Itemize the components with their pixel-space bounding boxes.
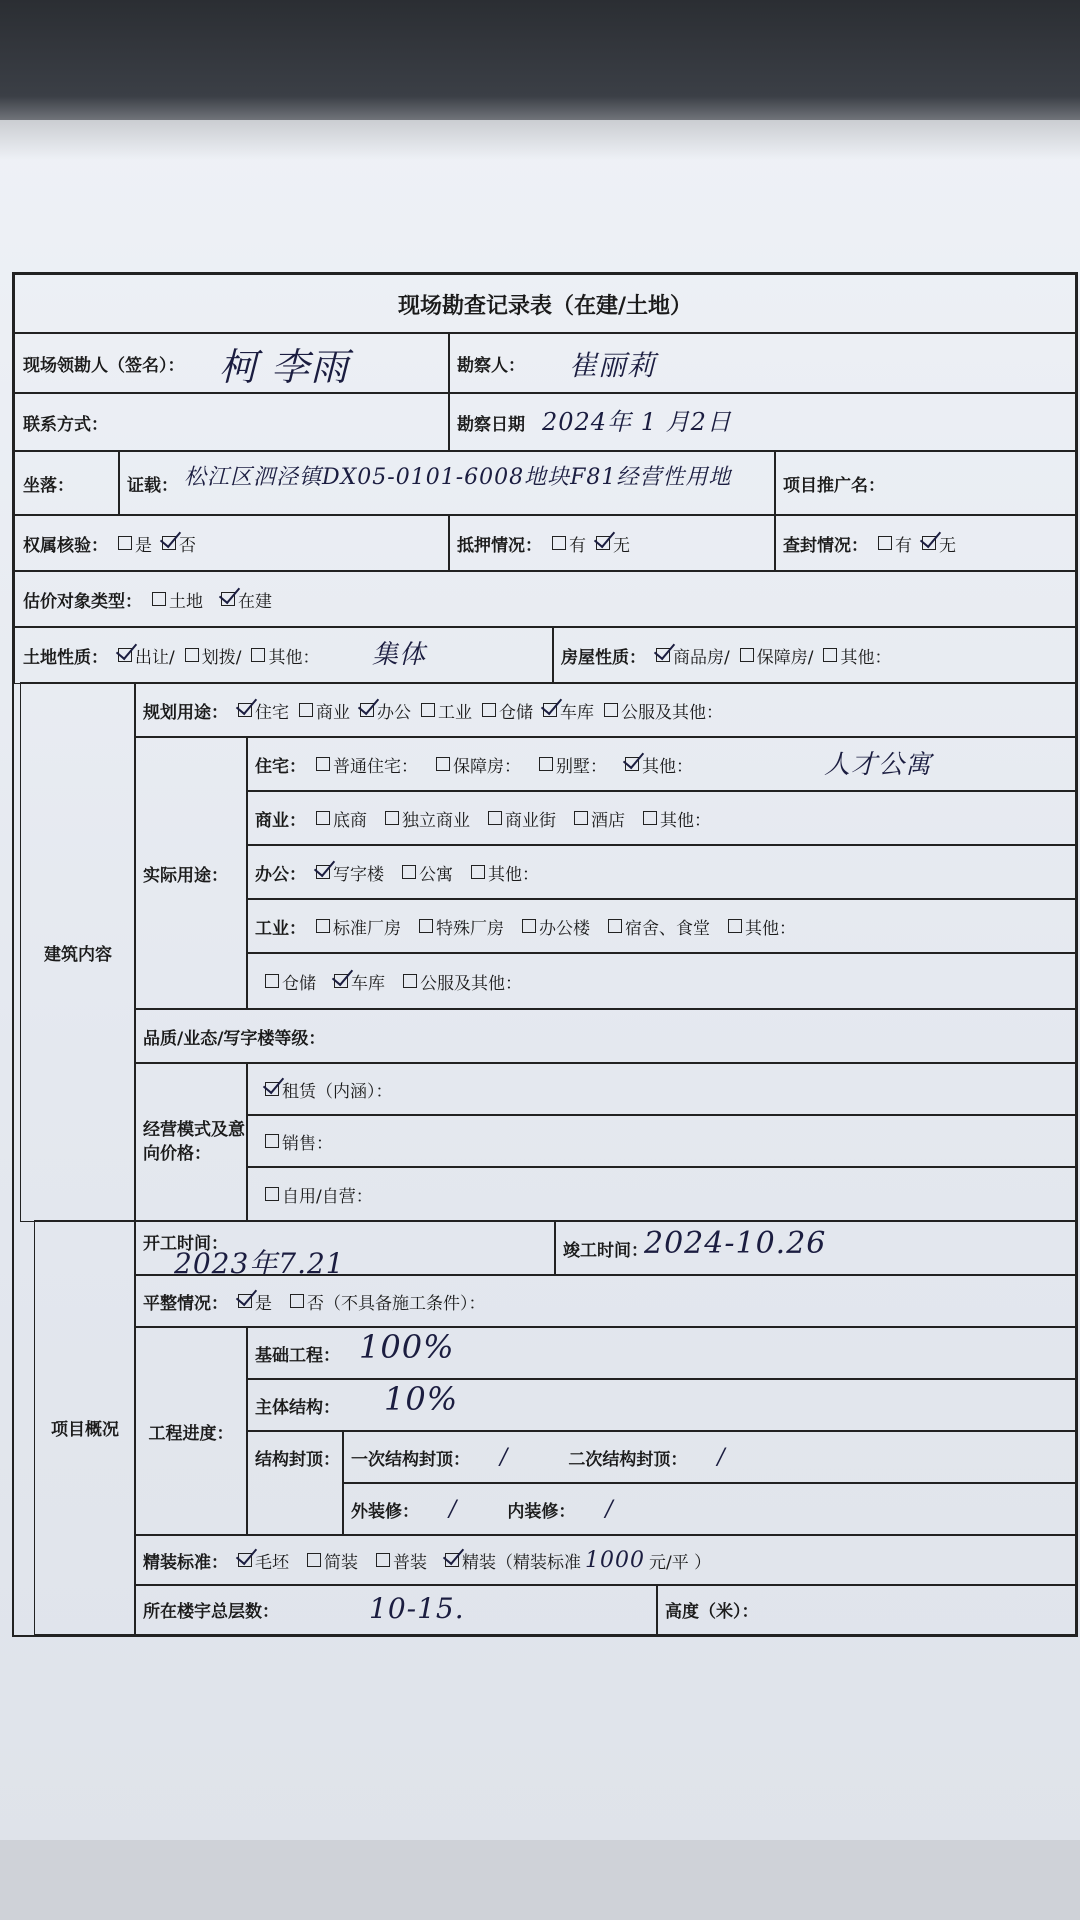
- leader-signature: 柯 李雨: [219, 345, 350, 389]
- structure-cap-header: [246, 1430, 344, 1536]
- planned-use-office: 办公: [377, 702, 411, 723]
- building-content-label: 建筑内容: [44, 944, 112, 965]
- checkbox-checked-icon[interactable]: [238, 1294, 252, 1308]
- residential-affordable: 保障房：: [453, 756, 521, 777]
- surveyor-signature: 崔丽莉: [569, 349, 657, 382]
- mortgage-cell: [448, 514, 776, 572]
- checkbox-checked-icon[interactable]: [445, 1553, 459, 1567]
- structure-cap-label: 结构封顶：: [255, 1450, 340, 1470]
- object-type-land: 土地: [169, 591, 203, 612]
- height-label: 高度（米）：: [665, 1602, 759, 1622]
- checkbox-icon[interactable]: [402, 865, 416, 879]
- other-use-garage: 车库: [351, 973, 385, 994]
- contact-label: 联系方式：: [23, 414, 108, 435]
- main-structure-value: 10%: [384, 1380, 459, 1418]
- seizure-cell: [774, 514, 1076, 572]
- planned-use-residential: 住宅: [255, 702, 289, 723]
- industrial-cell: [246, 898, 1076, 954]
- office-cell: [246, 844, 1076, 900]
- foundation-value: 100%: [359, 1328, 455, 1366]
- desk-bottom: [0, 1840, 1080, 1920]
- checkbox-checked-icon[interactable]: [316, 865, 330, 879]
- planned-use-industrial: 工业: [438, 702, 472, 723]
- business-rent-cell: [246, 1062, 1076, 1116]
- first-cap-label: 一次结构封顶：: [351, 1449, 470, 1470]
- second-cap-label: 二次结构封顶：: [568, 1449, 688, 1470]
- commercial-other: 其他：: [660, 810, 711, 831]
- other-use-public: 公服及其他：: [420, 973, 522, 994]
- leader-label: 现场领勘人（签名）：: [23, 355, 185, 376]
- finish-label: 竣工时间：: [563, 1240, 648, 1261]
- height-cell: [656, 1584, 1076, 1635]
- interior-value: /: [605, 1496, 614, 1522]
- ownership-cell: [14, 514, 450, 572]
- survey-form: [12, 272, 1078, 1637]
- residential-villa: 别墅：: [556, 756, 607, 777]
- seizure-yes: 有: [895, 535, 912, 556]
- commercial-cell: [246, 790, 1076, 846]
- start-label: 开工时间：: [143, 1234, 228, 1254]
- finish-std-simple: 简装: [324, 1552, 358, 1573]
- checkbox-checked-icon[interactable]: [221, 592, 235, 606]
- checkbox-icon[interactable]: [376, 1553, 390, 1567]
- progress-label: 工程进度：: [148, 1423, 234, 1444]
- object-type-construction: 在建: [238, 591, 272, 612]
- office-other: 其他：: [488, 864, 539, 885]
- industrial-office: 办公楼: [539, 918, 590, 939]
- business-rent: 租赁（内涵）：: [282, 1081, 393, 1102]
- business-self-cell: [246, 1166, 1076, 1222]
- planned-use-public: 公服及其他：: [621, 702, 723, 723]
- checkbox-icon[interactable]: [419, 919, 433, 933]
- commercial-label: 商业：: [255, 810, 306, 831]
- business-sale-cell: [246, 1114, 1076, 1168]
- house-nature-commodity: 商品房/: [673, 647, 730, 668]
- commercial-street: 商业街: [505, 810, 556, 831]
- office-label: 办公：: [255, 864, 306, 885]
- finish-std-unit: 元/平 ）: [649, 1552, 712, 1573]
- finish-std-fine: 精装（精装标准: [462, 1552, 581, 1573]
- mortgage-label: 抵押情况：: [457, 535, 542, 556]
- main-structure-cell: [246, 1378, 1076, 1432]
- checkbox-icon[interactable]: [265, 1134, 279, 1148]
- checkbox-checked-icon[interactable]: [334, 974, 348, 988]
- checkbox-icon[interactable]: [265, 1187, 279, 1201]
- finish-std-rough: 毛坯: [255, 1552, 289, 1573]
- residential-normal: 普通住宅：: [333, 756, 418, 777]
- business-header: [134, 1062, 248, 1222]
- house-nature-other: 其他：: [840, 647, 892, 668]
- office-building: 写字楼: [333, 864, 384, 885]
- other-use-cell: [246, 952, 1076, 1010]
- checkbox-icon[interactable]: [299, 703, 313, 717]
- checkbox-checked-icon[interactable]: [162, 536, 176, 550]
- checkbox-icon[interactable]: [307, 1553, 321, 1567]
- ownership-label: 权属核验：: [23, 535, 108, 556]
- actual-use-header: [134, 736, 248, 1010]
- first-cap-value: /: [500, 1444, 509, 1470]
- main-structure-label: 主体结构：: [255, 1397, 340, 1418]
- progress-header: [134, 1326, 248, 1536]
- industrial-dorm: 宿舍、食堂: [625, 918, 710, 939]
- finish-std-value: 1000: [585, 1547, 645, 1573]
- project-overview-header: [34, 1220, 136, 1635]
- interior-label: 内装修：: [507, 1501, 576, 1522]
- project-name-cell: [774, 450, 1076, 516]
- seizure-no: 无: [939, 535, 956, 556]
- cap-cell: [342, 1430, 1076, 1484]
- cert-value: 松江区泗泾镇DX05-0101-6008地块F81经营性用地: [184, 465, 732, 490]
- object-type-cell: [14, 570, 1076, 628]
- planned-use-cell: [134, 682, 1076, 738]
- planned-use-storage: 仓储: [499, 702, 533, 723]
- mortgage-yes: 有: [569, 535, 586, 556]
- checkbox-checked-icon[interactable]: [625, 757, 639, 771]
- checkbox-icon[interactable]: [488, 811, 502, 825]
- mortgage-no: 无: [613, 535, 630, 556]
- checkbox-icon[interactable]: [316, 811, 330, 825]
- ownership-no: 否: [179, 535, 196, 556]
- checkbox-icon[interactable]: [385, 811, 399, 825]
- leveling-label: 平整情况：: [143, 1293, 228, 1314]
- form-title: 现场勘查记录表（在建/土地）: [14, 274, 1076, 334]
- exterior-label: 外装修：: [351, 1501, 419, 1522]
- finish-std-normal: 普装: [393, 1552, 427, 1573]
- checkbox-icon[interactable]: [552, 536, 566, 550]
- industrial-standard: 标准厂房: [333, 918, 401, 939]
- checkbox-icon[interactable]: [316, 919, 330, 933]
- checkbox-icon[interactable]: [522, 919, 536, 933]
- surveyor-cell: [448, 332, 1076, 394]
- checkbox-icon[interactable]: [265, 974, 279, 988]
- contact-cell: [14, 392, 450, 452]
- land-nature-other: 其他：: [268, 647, 320, 668]
- house-nature-cell: [552, 626, 1076, 684]
- surveyor-label: 勘察人：: [457, 355, 525, 376]
- floors-value: 10-15.: [369, 1592, 465, 1625]
- checkbox-icon[interactable]: [539, 757, 553, 771]
- commercial-hotel: 酒店: [591, 810, 625, 831]
- exterior-value: /: [449, 1496, 458, 1522]
- seizure-label: 查封情况：: [783, 535, 868, 556]
- other-use-storage: 仓储: [282, 973, 316, 994]
- commercial-ground: 底商: [333, 810, 367, 831]
- leveling-no: 否（不具备施工条件）：: [307, 1293, 486, 1314]
- second-cap-value: /: [717, 1444, 726, 1470]
- land-nature-note: 集体: [372, 640, 427, 670]
- checkbox-icon[interactable]: [185, 648, 199, 662]
- checkbox-icon[interactable]: [421, 703, 435, 717]
- leveling-cell: [134, 1274, 1076, 1328]
- foundation-label: 基础工程：: [255, 1345, 340, 1366]
- office-apartment: 公寓: [419, 864, 453, 885]
- land-nature-transfer: 出让/: [135, 647, 175, 668]
- finish-standard-cell: [134, 1534, 1076, 1586]
- checkbox-icon[interactable]: [251, 648, 265, 662]
- planned-use-label: 规划用途：: [143, 702, 228, 723]
- floors-label: 所在楼宇总层数：: [143, 1602, 279, 1622]
- planned-use-garage: 车库: [560, 702, 594, 723]
- checkbox-icon[interactable]: [823, 648, 837, 662]
- cert-label: 证载：: [127, 475, 178, 496]
- object-type-label: 估价对象类型：: [23, 591, 142, 612]
- residential-label: 住宅：: [255, 756, 306, 777]
- business-label: 经营模式及意向价格：: [143, 1120, 245, 1164]
- location-cell: [14, 450, 120, 516]
- actual-use-label: 实际用途：: [143, 865, 228, 886]
- checkbox-icon[interactable]: [471, 865, 485, 879]
- checkbox-icon[interactable]: [740, 648, 754, 662]
- residential-cell: [246, 736, 1076, 792]
- checkbox-icon[interactable]: [643, 811, 657, 825]
- checkbox-icon[interactable]: [482, 703, 496, 717]
- start-value: 2023年7.21: [174, 1247, 345, 1280]
- paper-shadow: [0, 120, 1080, 160]
- decoration-cell: [342, 1482, 1076, 1536]
- land-nature-allocate: 划拨/: [201, 647, 242, 668]
- checkbox-icon[interactable]: [290, 1294, 304, 1308]
- date-label: 勘察日期: [457, 414, 525, 435]
- location-label: 坐落：: [23, 475, 74, 496]
- business-self: 自用/自营：: [282, 1186, 373, 1207]
- checkbox-icon[interactable]: [574, 811, 588, 825]
- building-content-header: [20, 682, 136, 1222]
- checkbox-icon[interactable]: [878, 536, 892, 550]
- checkbox-icon[interactable]: [152, 592, 166, 606]
- checkbox-checked-icon[interactable]: [543, 703, 557, 717]
- checkbox-icon[interactable]: [118, 536, 132, 550]
- finish-std-label: 精装标准：: [143, 1552, 228, 1573]
- industrial-other: 其他：: [745, 918, 796, 939]
- checkbox-checked-icon[interactable]: [596, 536, 610, 550]
- checkbox-icon[interactable]: [403, 974, 417, 988]
- checkbox-icon[interactable]: [436, 757, 450, 771]
- land-nature-label: 土地性质：: [23, 647, 108, 668]
- project-name-label: 项目推广名：: [783, 475, 885, 496]
- planned-use-commercial: 商业: [316, 702, 350, 723]
- industrial-label: 工业：: [255, 918, 306, 939]
- quality-cell: [134, 1008, 1076, 1064]
- industrial-special: 特殊厂房: [436, 918, 504, 939]
- checkbox-icon[interactable]: [608, 919, 622, 933]
- checkbox-icon[interactable]: [316, 757, 330, 771]
- house-nature-affordable: 保障房/: [756, 647, 814, 668]
- checkbox-checked-icon[interactable]: [118, 648, 132, 662]
- project-overview-label: 项目概况: [51, 1420, 119, 1440]
- business-sale: 销售：: [282, 1133, 333, 1154]
- checkbox-icon[interactable]: [728, 919, 742, 933]
- quality-label: 品质/业态/写字楼等级：: [143, 1028, 326, 1049]
- residential-note: 人才公寓: [824, 750, 933, 780]
- ownership-yes: 是: [135, 535, 152, 556]
- checkbox-checked-icon[interactable]: [238, 703, 252, 717]
- commercial-standalone: 独立商业: [402, 810, 470, 831]
- checkbox-checked-icon[interactable]: [656, 648, 670, 662]
- house-nature-label: 房屋性质：: [561, 647, 646, 668]
- finish-value: 2024-10.26: [644, 1226, 827, 1261]
- land-nature-cell: [14, 626, 554, 684]
- residential-other: 其他：: [642, 756, 693, 777]
- checkbox-checked-icon[interactable]: [238, 1553, 252, 1567]
- checkbox-icon[interactable]: [604, 703, 618, 717]
- checkbox-checked-icon[interactable]: [922, 536, 936, 550]
- checkbox-checked-icon[interactable]: [265, 1082, 279, 1096]
- date-value: 2024年 1 月2日: [542, 408, 732, 436]
- checkbox-checked-icon[interactable]: [360, 703, 374, 717]
- leveling-yes: 是: [255, 1293, 272, 1314]
